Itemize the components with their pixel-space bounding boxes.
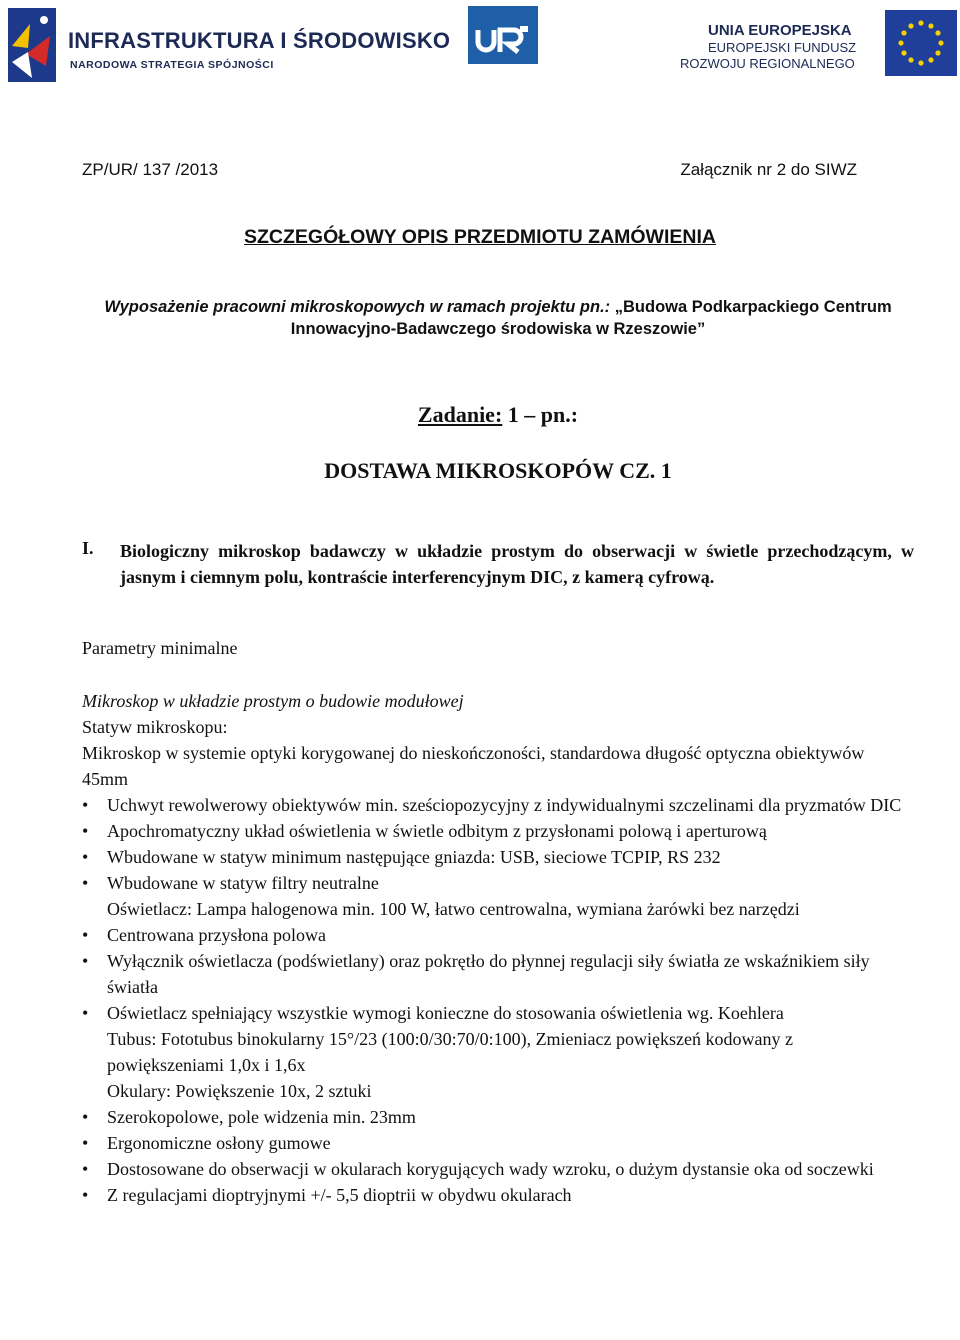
spec-bullet: • Uchwyt rewolwerowy obiektywów min. sześciopozycyjny z indywidualnymi szczelinami dla pryzmatów DIC	[82, 792, 902, 818]
spec-bullet: • Z regulacjami dioptryjnymi +/- 5,5 dioptrii w obydwu okularach	[82, 1182, 902, 1208]
spec-bullet: • Oświetlacz spełniający wszystkie wymogi konieczne do stosowania oświetlenia wg. Koehlera	[82, 1000, 902, 1026]
logo-eu-line2: EUROPEJSKI FUNDUSZ	[708, 40, 857, 55]
spec-line: Statyw mikroskopu:	[82, 717, 228, 737]
spec-line: Oświetlacz: Lampa halogenowa min. 100 W, łatwo centrowalna, wymiana żarówki bez narzędzi	[107, 899, 800, 919]
task-name: DOSTAWA MIKROSKOPÓW CZ. 1	[324, 458, 672, 483]
logo-left-subtitle: NARODOWA STRATEGIA SPÓJNOŚCI	[70, 59, 274, 71]
subtitle-project-name: „Budowa Podkarpackiego Centrum Innowacyjno-Badawczego środowiska w Rzeszowie”	[290, 298, 892, 338]
spec-bullet: • Wbudowane w statyw minimum następujące gniazda: USB, sieciowe TCPIP, RS 232	[82, 844, 902, 870]
spec-bullet: • Dostosowane do obserwacji w okularach korygujących wady wzroku, o dużym dystansie oka od soczewki	[82, 1156, 902, 1182]
task-heading	[0, 402, 960, 428]
ur-logo-icon	[468, 6, 538, 64]
ur-logo	[468, 6, 538, 64]
logo-eu-line1: UNIA EUROPEJSKA	[708, 22, 852, 39]
eu-flag-icon	[885, 10, 957, 76]
spec-bullet: • Szerokopolowe, pole widzenia min. 23mm	[82, 1104, 902, 1130]
spec-bullet: • Centrowana przysłona polowa	[82, 922, 902, 948]
subtitle-italic: Wyposażenie pracowni mikroskopowych w ramach projektu pn.:	[104, 298, 611, 316]
spec-list	[82, 688, 902, 1208]
spec-line: Okulary: Powiększenie 10x, 2 sztuki	[107, 1081, 372, 1101]
reference-number: ZP/UR/ 137 /2013	[82, 160, 219, 179]
logo-left-title: INFRASTRUKTURA I ŚRODOWISKO	[68, 28, 451, 53]
task-number: 1 – pn.:	[502, 402, 579, 427]
section-title: Biologiczny mikroskop badawczy w układzie prostym do obserwacji w świetle przechodzącym, w jasnym i ciemnym polu, kontraście interferencyjnym DIC, z kamerą cyfrową.	[120, 541, 914, 587]
spec-bullet: • Wbudowane w statyw filtry neutralne	[82, 870, 902, 896]
spec-bullet: • Ergonomiczne osłony gumowe	[82, 1130, 902, 1156]
section-number: I.	[82, 538, 94, 558]
project-subtitle	[60, 296, 936, 340]
task-label: Zadanie:	[417, 402, 503, 427]
flag-logo-icon	[6, 6, 58, 84]
spec-bullet: • Apochromatyczny układ oświetlenia w świetle odbitym z przysłonami polową i aperturową	[82, 818, 902, 844]
eu-logo	[680, 20, 955, 80]
spec-line: Mikroskop w systemie optyki korygowanej do nieskończoności, standardowa długość optyczna obiektywów 45mm	[82, 743, 865, 789]
page-title: SZCZEGÓŁOWY OPIS PRZEDMIOTU ZAMÓWIENIA	[244, 226, 716, 248]
logo-eu-line3: ROZWOJU REGIONALNEGO	[680, 56, 855, 71]
spec-line: Mikroskop w układzie prostym o budowie modułowej	[82, 691, 464, 711]
infrastruktura-logo	[6, 6, 451, 86]
params-heading: Parametry minimalne	[82, 638, 238, 658]
spec-bullet: • Wyłącznik oświetlacza (podświetlany) oraz pokrętło do płynnej regulacji siły światła ze wskaźnikiem siły światła	[82, 948, 902, 1000]
spec-line: Tubus: Fototubus binokularny 15°/23 (100:0/30:70/0:100), Zmieniacz powiększeń kodowany z powiększeniami 1,0x i 1,6x	[107, 1029, 793, 1075]
attachment-label: Załącznik nr 2 do SIWZ	[680, 160, 857, 179]
